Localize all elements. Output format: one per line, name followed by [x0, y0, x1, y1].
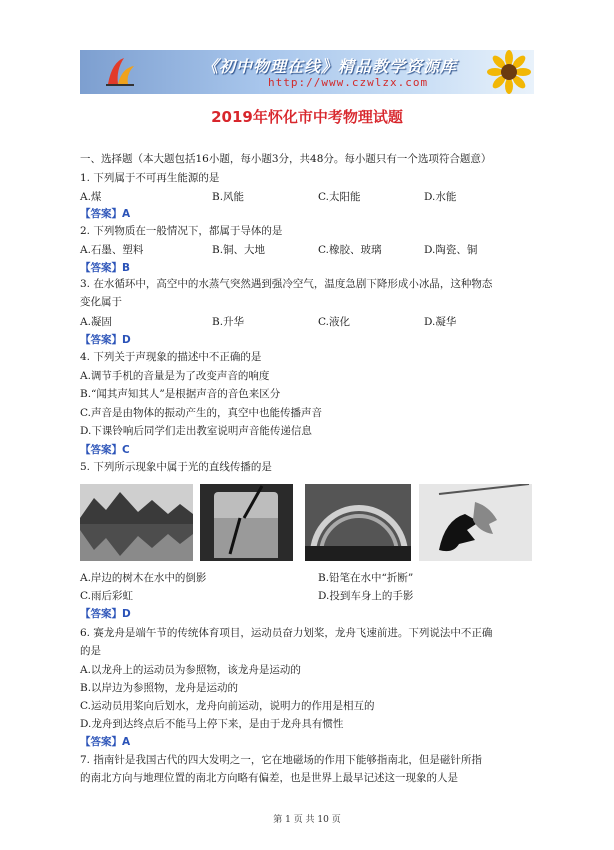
question-5-option-b: B.铅笔在水中“折断” [318, 572, 414, 584]
hand-shadow-photo [419, 484, 532, 561]
header-banner [80, 50, 534, 94]
question-5-option-c: C.雨后彩虹 [80, 590, 133, 602]
question-1-option-d: D.水能 [424, 191, 457, 203]
question-6-option-a: A.以龙舟上的运动员为参照物，该龙舟是运动的 [80, 664, 301, 676]
rainbow-photo [305, 484, 411, 561]
page-footer: 第 1 页 共 10 页 [273, 815, 341, 825]
question-3-option-d: D.凝华 [424, 316, 457, 328]
banner-title: 《初中物理在线》精品教学资源库 [202, 57, 458, 76]
question-3-option-b: B.升华 [212, 316, 245, 328]
site-logo-icon [102, 54, 138, 90]
question-2-option-b: B.铜、大地 [212, 244, 266, 256]
pencil-in-water-photo [200, 484, 293, 561]
question-4-option-b: B.“闻其声知其人”是根据声音的音色来区分 [80, 388, 281, 400]
question-4-option-a: A.调节手机的音量是为了改变声音的响度 [80, 370, 270, 382]
question-2-option-c: C.橡胶、玻璃 [318, 244, 382, 256]
question-1-stem: 1. 下列属于不可再生能源的是 [80, 172, 220, 184]
question-4-option-c: C.声音是由物体的振动产生的，真空中也能传播声音 [80, 407, 322, 419]
question-7-stem-line-2: 的南北方向与地理位置的南北方向略有偏差，也是世界上最早记述这一现象的人是 [80, 772, 458, 784]
question-6-option-d: D.龙舟到达终点后不能马上停下来，是由于龙舟具有惯性 [80, 718, 344, 730]
question-3-option-a: A.凝固 [80, 316, 112, 328]
question-3-stem-line-2: 变化属于 [80, 296, 122, 308]
question-3-stem-line-1: 3. 在水循环中，高空中的水蒸气突然遇到强冷空气，温度急剧下降形成小冰晶，这种物态 [80, 278, 493, 290]
question-6-answer: 【答案】A [80, 736, 131, 748]
question-6-option-c: C.运动员用桨向后划水，龙舟向前运动，说明力的作用是相互的 [80, 700, 375, 712]
tree-reflection-photo [80, 484, 193, 561]
question-4-answer: 【答案】C [80, 444, 130, 456]
question-1-answer: 【答案】A [80, 208, 131, 220]
question-2-answer: 【答案】B [80, 262, 131, 274]
question-2-option-d: D.陶瓷、铜 [424, 244, 478, 256]
section-heading: 一、选择题（本大题包括16小题，每小题3分，共48分。每小题只有一个选项符合题意） [80, 153, 492, 165]
question-5-stem: 5. 下列所示现象中属于光的直线传播的是 [80, 461, 272, 473]
question-6-stem-line-2: 的是 [80, 645, 101, 657]
question-6-stem-line-1: 6. 赛龙舟是端午节的传统体育项目，运动员奋力划桨，龙舟飞速前进。下列说法中不正确 [80, 627, 493, 639]
question-3-option-c: C.液化 [318, 316, 350, 328]
question-4-option-d: D.下课铃响后同学们走出教室说明声音能传递信息 [80, 425, 312, 437]
question-6-option-b: B.以岸边为参照物，龙舟是运动的 [80, 682, 239, 694]
question-2-stem: 2. 下列物质在一般情况下，都属于导体的是 [80, 225, 283, 237]
banner-url: http://www.czwlzx.com [268, 76, 429, 89]
question-2-option-a: A.石墨、塑料 [80, 244, 144, 256]
sunflower-icon [486, 50, 532, 94]
document-title: 2019年怀化市中考物理试题 [211, 108, 403, 126]
question-5-option-d: D.投到车身上的手影 [318, 590, 414, 602]
question-7-stem-line-1: 7. 指南针是我国古代的四大发明之一，它在地磁场的作用下能够指南北，但是磁针所指 [80, 754, 482, 766]
question-1-option-a: A.煤 [80, 191, 102, 203]
question-1-option-c: C.太阳能 [318, 191, 361, 203]
question-4-stem: 4. 下列关于声现象的描述中不正确的是 [80, 351, 262, 363]
question-5-option-a: A.岸边的树木在水中的倒影 [80, 572, 207, 584]
question-1-option-b: B.风能 [212, 191, 245, 203]
question-5-answer: 【答案】D [80, 608, 131, 620]
question-3-answer: 【答案】D [80, 334, 131, 346]
